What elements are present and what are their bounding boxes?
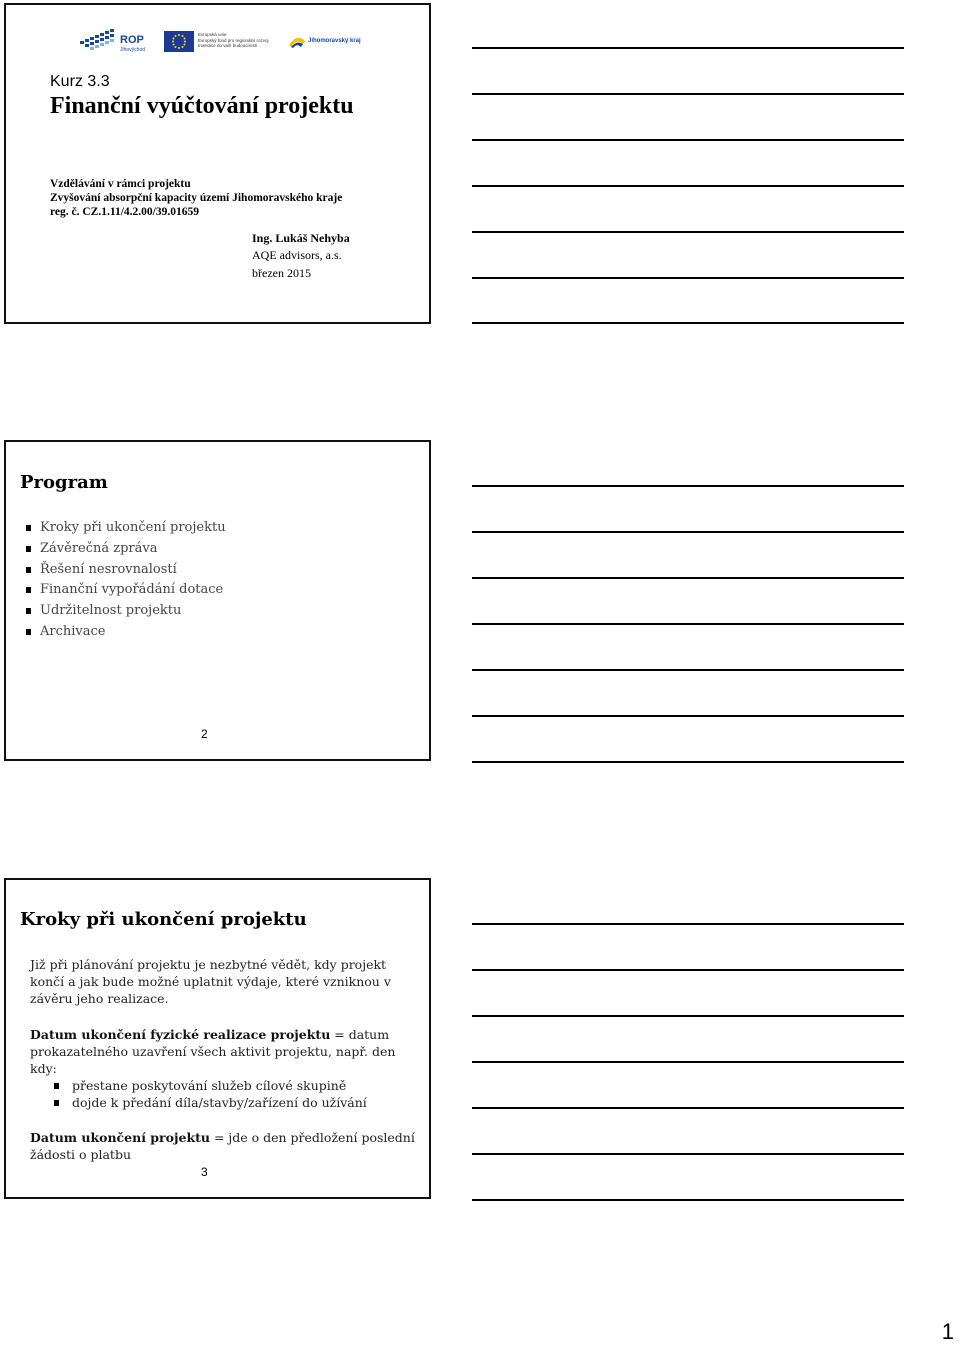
list-item: Archivace: [14, 622, 226, 643]
presentation-title: Finanční vyúčtování projektu: [50, 93, 354, 119]
term-physical-end: Datum ukončení fyzické realizace projektu: [30, 1027, 331, 1042]
rop-logo-icon: [78, 27, 118, 51]
note-line: [472, 185, 904, 187]
note-line: [472, 531, 904, 533]
note-line: [472, 577, 904, 579]
rop-logo-subtext: Jihovýchod: [120, 47, 146, 53]
project-info-line: Vzdělávání v rámci projektu: [50, 178, 191, 190]
list-item: Finanční vypořádání dotace: [14, 580, 226, 601]
list-item: Řešení nesrovnalostí: [14, 560, 226, 581]
note-line: [472, 1107, 904, 1109]
eu-logo-text: Evropská unie Evropský fond pro regionální rozvoj Investice do vaší budoucnosti: [198, 32, 269, 48]
sub-bullet-list: [30, 1077, 367, 1111]
slide-1: [4, 3, 431, 324]
project-info-line: Zvyšování absorpční kapacity území Jihomoravského kraje: [50, 192, 343, 204]
list-item: Udržitelnost projektu: [14, 601, 226, 622]
list-item: Kroky při ukončení projektu: [14, 518, 226, 539]
slide-title: Kroky při ukončení projektu: [20, 909, 307, 930]
program-list: [14, 518, 226, 643]
note-line: [472, 969, 904, 971]
slide-3: [4, 878, 431, 1199]
slide-2: [4, 440, 431, 761]
note-line: [472, 1015, 904, 1017]
slide-title: Program: [20, 472, 108, 493]
definition-physical-end: = datum prokazatelného uzavření všech aktivit projektu, např. den kdy:: [30, 1027, 396, 1076]
note-line: [472, 715, 904, 717]
rop-logo-text: ROP: [120, 34, 144, 46]
project-end-paragraph: [30, 1129, 420, 1163]
slide-number: 3: [201, 1165, 208, 1179]
project-info: [50, 177, 342, 219]
note-line: [472, 623, 904, 625]
list-item: přestane poskytování služeb cílové skupině: [30, 1077, 367, 1094]
definition-project-end: = jde o den předložení poslední žádosti o platbu: [30, 1130, 415, 1162]
logo-bar: [78, 27, 378, 59]
region-logo-text: Jihomoravský kraj: [308, 38, 361, 44]
term-project-end: Datum ukončení projektu: [30, 1130, 210, 1145]
course-number: Kurz 3.3: [50, 73, 110, 90]
sheet-page-number: 1: [941, 1319, 954, 1344]
note-line: [472, 231, 904, 233]
note-line: [472, 1199, 904, 1201]
intro-paragraph: Již při plánování projektu je nezbytné vědět, kdy projekt končí a jak bude možné uplatnit výdaje, které vzniknou v závěru jeho realizace.: [30, 957, 391, 1006]
note-line: [472, 923, 904, 925]
region-logo-icon: [288, 35, 306, 49]
note-line: [472, 669, 904, 671]
note-line: [472, 93, 904, 95]
note-line: [472, 1153, 904, 1155]
note-line: [472, 322, 904, 324]
presentation-date: březen 2015: [252, 266, 311, 280]
note-line: [472, 485, 904, 487]
note-line: [472, 139, 904, 141]
author-company: AQE advisors, a.s.: [252, 248, 342, 262]
note-line: [472, 1061, 904, 1063]
slide-number: 2: [201, 727, 208, 741]
eu-flag-icon: [164, 31, 194, 52]
author-name: Ing. Lukáš Nehyba: [252, 231, 350, 245]
physical-end-paragraph: [30, 1026, 420, 1077]
list-item: Závěrečná zpráva: [14, 539, 226, 560]
project-info-line: reg. č. CZ.1.11/4.2.00/39.01659: [50, 206, 199, 218]
note-line: [472, 47, 904, 49]
note-line: [472, 761, 904, 763]
list-item: dojde k předání díla/stavby/zařízení do užívání: [30, 1094, 367, 1111]
note-line: [472, 277, 904, 279]
